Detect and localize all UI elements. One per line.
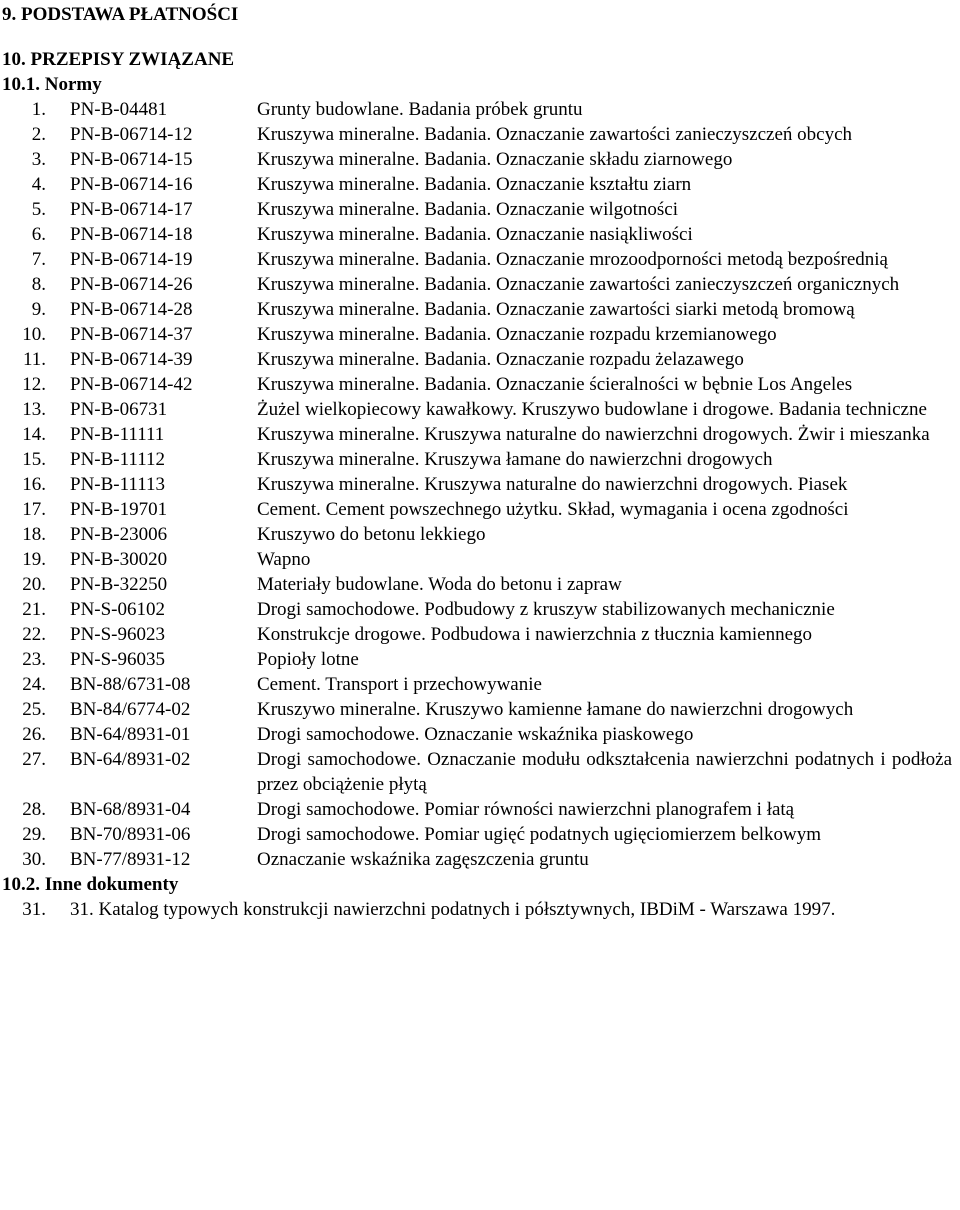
item-number: 13. [22, 399, 46, 420]
list-item [0, 797, 960, 822]
norm-title: Kruszywa mineralne. Badania. Oznaczanie zawartości siarki metodą bromową [257, 299, 855, 320]
norm-code: PN-B-30020 [70, 549, 168, 570]
norms-list [0, 97, 960, 872]
norm-title: Drogi samochodowe. Podbudowy z kruszyw stabilizowanych mechanicznie [257, 599, 835, 620]
norm-title: Konstrukcje drogowe. Podbudowa i nawierzchnia z tłucznia kamiennego [257, 624, 813, 645]
norm-title: Drogi samochodowe. Pomiar ugięć podatnych ugięciomierzem belkowym [257, 824, 822, 845]
list-item [0, 597, 960, 622]
item-number: 11. [22, 349, 46, 370]
item-number: 25. [22, 699, 46, 720]
norm-title: Drogi samochodowe. Oznaczanie wskaźnika piaskowego [257, 724, 694, 745]
item-number: 1. [31, 99, 46, 120]
norm-code: PN-B-06731 [70, 399, 168, 420]
norm-code: BN-64/8931-02 [70, 749, 191, 770]
norm-code: PN-B-06714-19 [70, 249, 193, 270]
norm-title: Kruszywa mineralne. Badania. Oznaczanie kształtu ziarn [257, 174, 692, 195]
norm-code: PN-B-06714-39 [70, 349, 193, 370]
list-item [0, 497, 960, 522]
norm-code: PN-B-06714-15 [70, 149, 193, 170]
item-number: 14. [22, 424, 46, 445]
list-item [0, 172, 960, 197]
list-item [0, 747, 960, 797]
item-number: 8. [31, 274, 46, 295]
item-number: 18. [22, 524, 46, 545]
item-number: 20. [22, 574, 46, 595]
list-item [0, 447, 960, 472]
list-item [0, 147, 960, 172]
section-10-heading: 10. PRZEPISY ZWIĄZANE [2, 49, 235, 70]
norm-code: PN-B-23006 [70, 524, 168, 545]
norm-code: PN-S-96035 [70, 649, 166, 670]
norm-title: Cement. Cement powszechnego użytku. Skład, wymagania i ocena zgodności [257, 499, 849, 520]
norm-code: PN-B-06714-42 [70, 374, 193, 395]
list-item [0, 347, 960, 372]
norm-code: PN-B-06714-37 [70, 324, 193, 345]
item-number: 31. [22, 899, 46, 920]
norm-title: Kruszywa mineralne. Badania. Oznaczanie zawartości zanieczyszczeń organicznych [257, 274, 900, 295]
item-number: 7. [31, 249, 46, 270]
item-number: 26. [22, 724, 46, 745]
norm-code: PN-B-06714-28 [70, 299, 193, 320]
list-item [0, 472, 960, 497]
list-item [0, 122, 960, 147]
norm-code: PN-B-06714-17 [70, 199, 193, 220]
norm-title: Żużel wielkopiecowy kawałkowy. Kruszywo budowlane i drogowe. Badania techniczne [257, 399, 927, 420]
norm-code: PN-B-04481 [70, 99, 168, 120]
item-number: 16. [22, 474, 46, 495]
item-number: 29. [22, 824, 46, 845]
norm-code: BN-64/8931-01 [70, 724, 191, 745]
norm-code: BN-88/6731-08 [70, 674, 191, 695]
list-item [0, 622, 960, 647]
norm-title: Kruszywa mineralne. Badania. Oznaczanie rozpadu krzemianowego [257, 324, 777, 345]
norm-code: BN-77/8931-12 [70, 849, 191, 870]
norm-code: PN-B-06714-18 [70, 224, 193, 245]
norm-title: Kruszywo do betonu lekkiego [257, 524, 486, 545]
list-item [0, 222, 960, 247]
norm-title: Materiały budowlane. Woda do betonu i zapraw [257, 574, 622, 595]
item-number: 6. [31, 224, 46, 245]
list-item [0, 297, 960, 322]
norm-code: PN-B-06714-26 [70, 274, 193, 295]
norm-title: Wapno [257, 549, 311, 570]
norm-code: PN-S-96023 [70, 624, 166, 645]
item-number: 4. [31, 174, 46, 195]
norm-code: BN-68/8931-04 [70, 799, 191, 820]
norm-title: Kruszywa mineralne. Badania. Oznaczanie składu ziarnowego [257, 149, 733, 170]
norm-title: Popioły lotne [257, 649, 359, 670]
norm-title: Oznaczanie wskaźnika zagęszczenia gruntu [257, 849, 589, 870]
norm-title: Kruszywo mineralne. Kruszywo kamienne łamane do nawierzchni drogowych [257, 699, 854, 720]
list-item [0, 547, 960, 572]
list-item [0, 697, 960, 722]
norm-title: Grunty budowlane. Badania próbek gruntu [257, 99, 583, 120]
norm-code: PN-B-11111 [70, 424, 165, 445]
item-number: 21. [22, 599, 46, 620]
list-item [0, 397, 960, 422]
item-number: 27. [22, 749, 46, 770]
norm-code: PN-B-19701 [70, 499, 168, 520]
norm-title: Kruszywa mineralne. Kruszywa naturalne do nawierzchni drogowych. Piasek [257, 474, 848, 495]
item-number: 15. [22, 449, 46, 470]
list-item [0, 897, 960, 922]
list-item [0, 522, 960, 547]
list-item [0, 647, 960, 672]
norm-code: PN-B-11112 [70, 449, 165, 470]
item-number: 28. [22, 799, 46, 820]
item-number: 17. [22, 499, 46, 520]
item-number: 2. [31, 124, 46, 145]
section-9-heading: 9. PODSTAWA PŁATNOŚCI [2, 4, 239, 25]
norm-code: PN-B-32250 [70, 574, 168, 595]
list-item [0, 322, 960, 347]
list-item [0, 97, 960, 122]
norm-title: Kruszywa mineralne. Badania. Oznaczanie rozpadu żelazawego [257, 349, 744, 370]
item-number: 30. [22, 849, 46, 870]
norm-title: Kruszywa mineralne. Badania. Oznaczanie ścieralności w bębnie Los Angeles [257, 374, 853, 395]
norm-title: Kruszywa mineralne. Kruszywa naturalne do nawierzchni drogowych. Żwir i mieszanka [257, 424, 930, 445]
norm-code: PN-B-06714-12 [70, 124, 193, 145]
item-number: 23. [22, 649, 46, 670]
list-item [0, 422, 960, 447]
section-10-2-heading: 10.2. Inne dokumenty [2, 874, 179, 895]
list-item [0, 822, 960, 847]
norm-title: Cement. Transport i przechowywanie [257, 674, 542, 695]
norm-code: BN-84/6774-02 [70, 699, 191, 720]
item-number: 9. [31, 299, 46, 320]
section-10-1-heading: 10.1. Normy [2, 74, 102, 95]
norm-title: Kruszywa mineralne. Badania. Oznaczanie nasiąkliwości [257, 224, 693, 245]
norm-title: Kruszywa mineralne. Badania. Oznaczanie mrozoodporności metodą bezpośrednią [257, 249, 888, 270]
norm-title: Kruszywa mineralne. Badania. Oznaczanie zawartości zanieczyszczeń obcych [257, 124, 853, 145]
document-title: 31. Katalog typowych konstrukcji nawierzchni podatnych i półsztywnych, IBDiM - Warszawa 1997. [70, 899, 836, 920]
list-item [0, 372, 960, 397]
item-number: 3. [31, 149, 46, 170]
norm-code: PN-S-06102 [70, 599, 166, 620]
item-number: 19. [22, 549, 46, 570]
list-item [0, 672, 960, 697]
item-number: 22. [22, 624, 46, 645]
other-documents-list [0, 897, 960, 922]
item-number: 10. [22, 324, 46, 345]
item-number: 5. [31, 199, 46, 220]
list-item [0, 197, 960, 222]
norm-code: PN-B-06714-16 [70, 174, 193, 195]
norm-title: Drogi samochodowe. Oznaczanie modułu odkształcenia nawierzchni podatnych i podłoża przez obciążenie płytą [257, 749, 952, 795]
list-item [0, 572, 960, 597]
norm-title: Drogi samochodowe. Pomiar równości nawierzchni planografem i łatą [257, 799, 795, 820]
list-item [0, 847, 960, 872]
norm-code: PN-B-11113 [70, 474, 165, 495]
norm-title: Kruszywa mineralne. Kruszywa łamane do nawierzchni drogowych [257, 449, 773, 470]
list-item [0, 722, 960, 747]
item-number: 24. [22, 674, 46, 695]
list-item [0, 247, 960, 272]
list-item [0, 272, 960, 297]
norm-code: BN-70/8931-06 [70, 824, 191, 845]
norm-title: Kruszywa mineralne. Badania. Oznaczanie wilgotności [257, 199, 679, 220]
item-number: 12. [22, 374, 46, 395]
